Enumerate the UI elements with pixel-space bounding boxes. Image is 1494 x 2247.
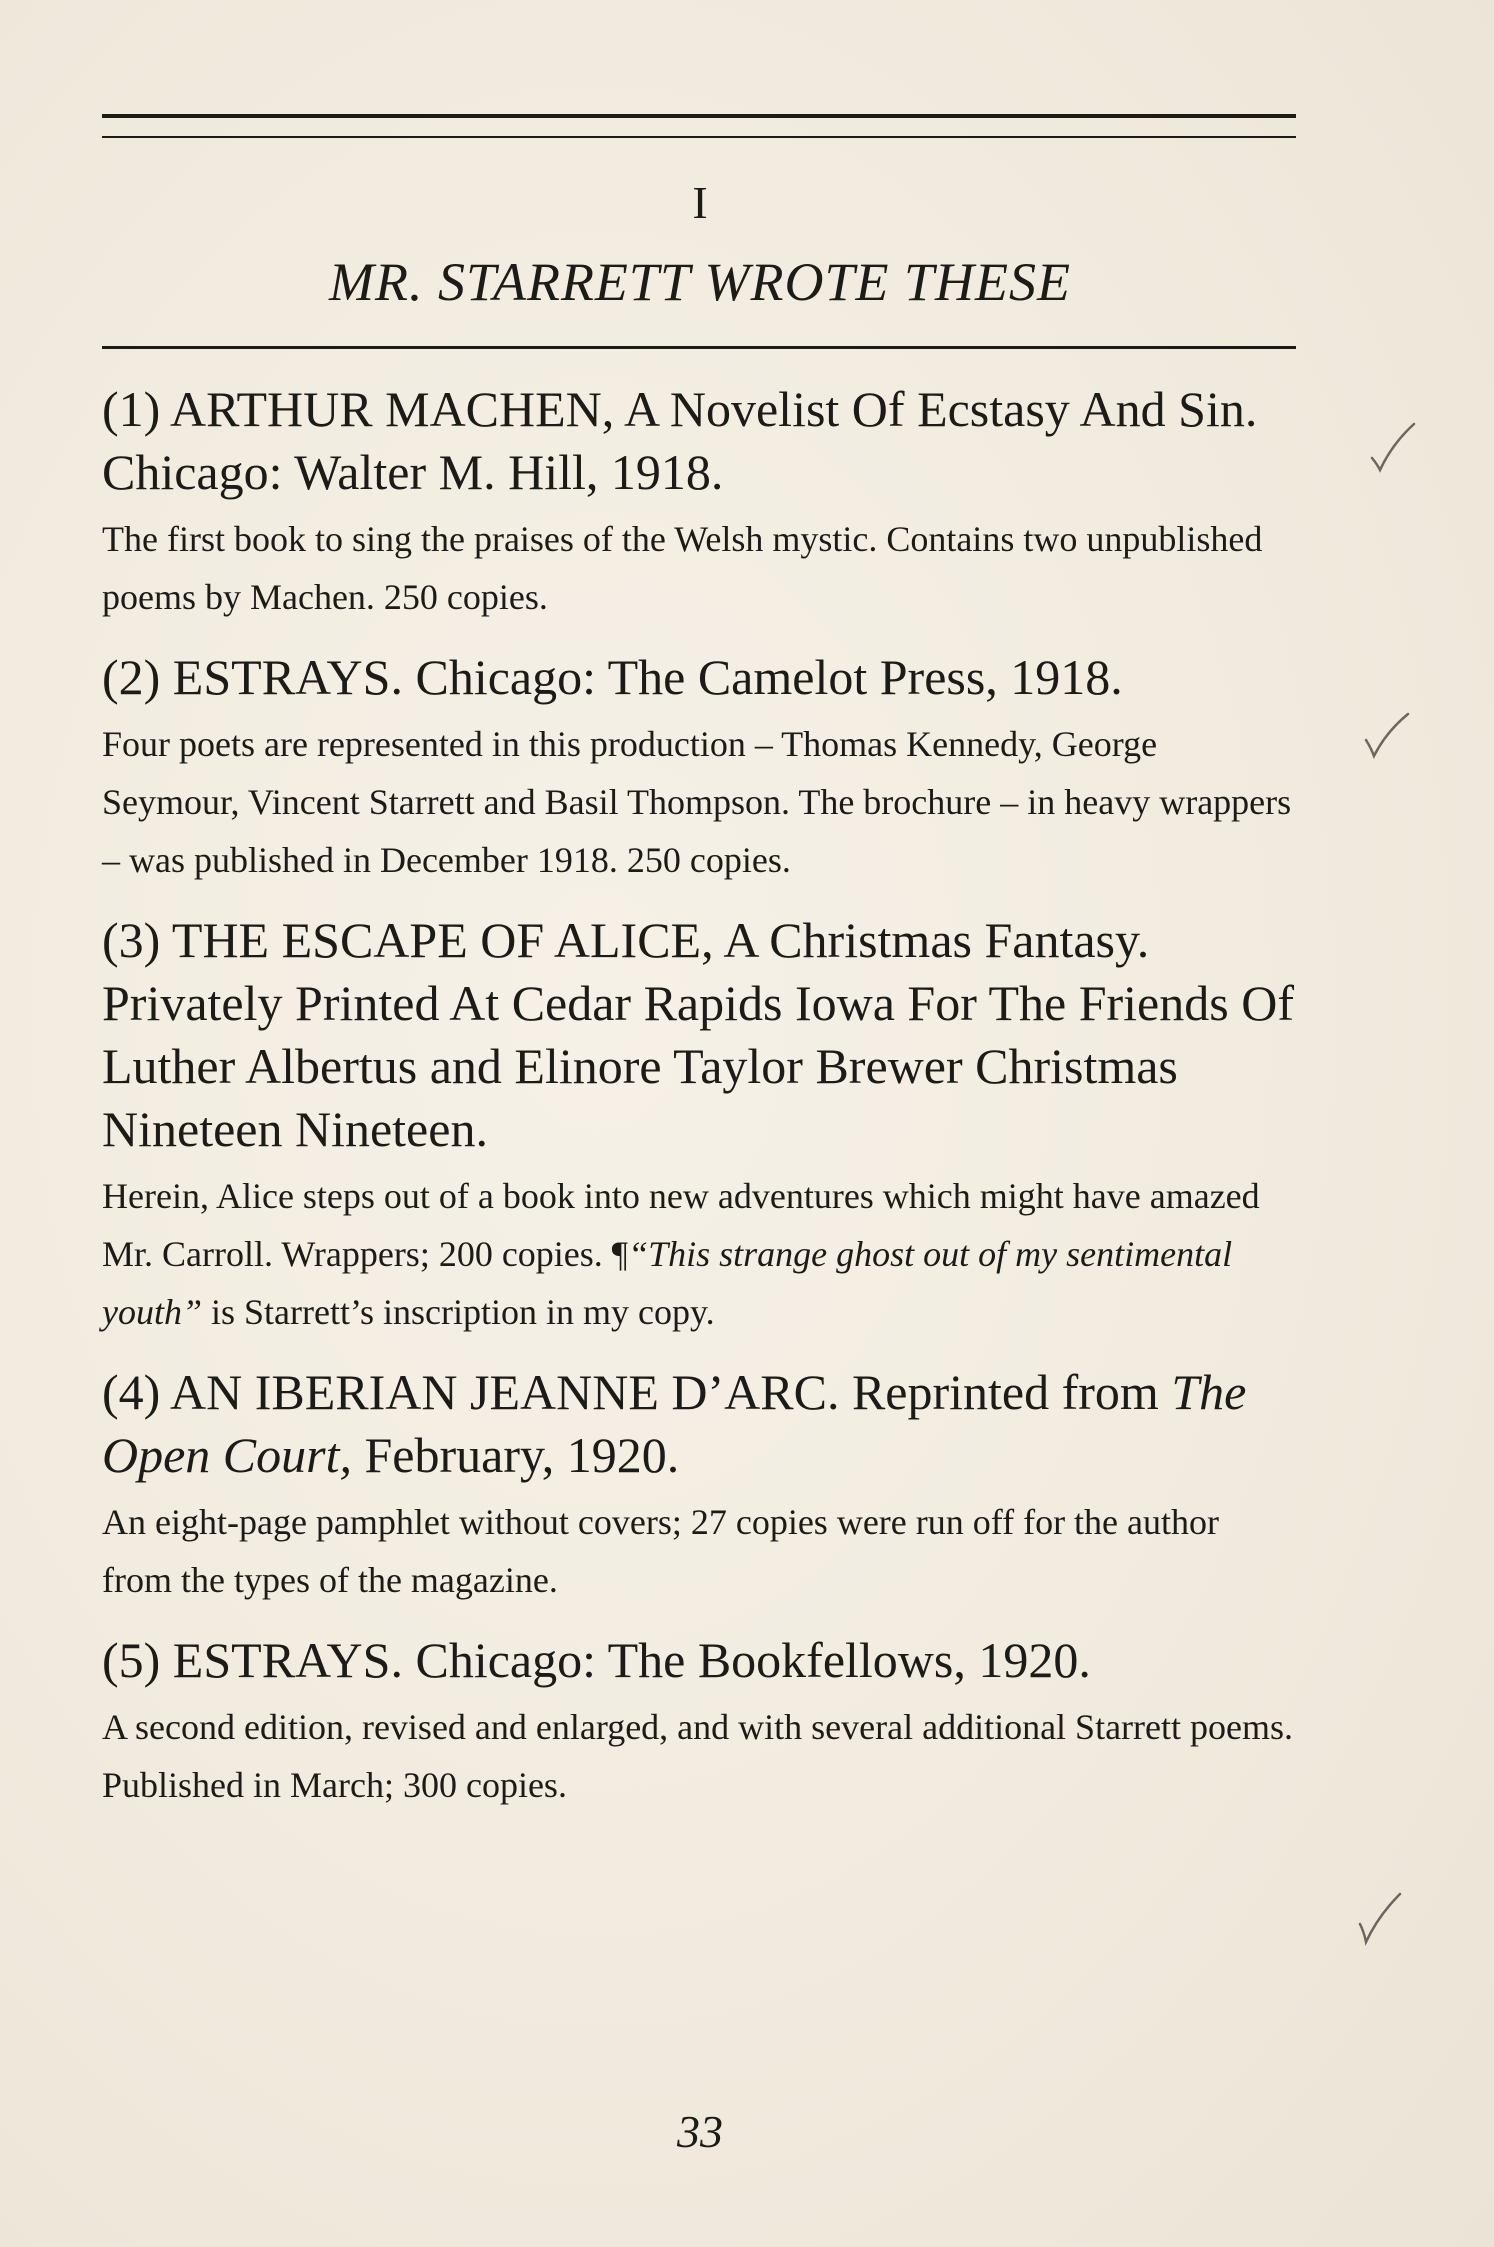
entry-2-description: Four poets are represented in this production – Thomas Kennedy, George Seymour, Vincent Starrett and Basil Thompson. The brochure – in heavy wrappers – was published in December 1918. 250 copies.: [102, 724, 1292, 880]
chapter-number: I: [692, 177, 708, 228]
top-rule-thin: [102, 136, 1296, 138]
entry-3: [102, 909, 1296, 1341]
entry-4-heading: [102, 1361, 1296, 1487]
top-rule: [102, 114, 1296, 118]
page-number: 33: [677, 2106, 723, 2157]
entry-4-description: An eight-page pamphlet without covers; 27 copies were run off for the author from the types of the magazine.: [102, 1502, 1220, 1600]
entry-2: [102, 646, 1296, 889]
bibliography-list: [102, 378, 1296, 1814]
pencil-checkmark-icon: [1356, 1890, 1406, 1950]
entry-3-inscription-quote: “This strange ghost out of my sentimental youth”: [102, 1234, 1233, 1332]
entry-1-heading: (1) ARTHUR MACHEN, A Novelist Of Ecstasy And Sin. Chicago: Walter M. Hill, 1918.: [102, 381, 1258, 500]
entry-1-description: The first book to sing the praises of the Welsh mystic. Contains two unpublished poems by Machen. 250 copies.: [102, 519, 1263, 617]
pencil-checkmark-icon: [1368, 420, 1418, 480]
pencil-checkmark-icon: [1362, 710, 1412, 770]
entry-3-description: [102, 1167, 1296, 1341]
entry-3-desc-end: is Starrett’s inscription in my copy.: [202, 1292, 715, 1332]
entry-4-head-end: February, 1920.: [352, 1427, 680, 1483]
entry-4-journal-title: The Open Court,: [102, 1364, 1247, 1483]
entry-4: [102, 1361, 1296, 1609]
entry-4-head-start: (4) AN IBERIAN JEANNE D’ARC. Reprinted from: [102, 1364, 1172, 1420]
section-title: MR. STARRETT WROTE THESE: [328, 252, 1071, 312]
entry-1: [102, 378, 1296, 626]
entry-2-heading: (2) ESTRAYS. Chicago: The Camelot Press, 1918.: [102, 649, 1123, 705]
entry-3-desc-text: Herein, Alice steps out of a book into new adventures which might have amazed Mr. Carroll. Wrappers; 200 copies. ¶: [102, 1176, 1260, 1274]
title-rule: [102, 346, 1296, 349]
entry-5: [102, 1629, 1296, 1814]
entry-3-heading: (3) THE ESCAPE OF ALICE, A Christmas Fantasy. Privately Printed At Cedar Rapids Iowa For The Friends Of Luther Albertus and Elinore Taylor Brewer Christmas Nineteen Nineteen.: [102, 912, 1294, 1157]
entry-5-heading: (5) ESTRAYS. Chicago: The Bookfellows, 1920.: [102, 1632, 1091, 1688]
entry-5-description: A second edition, revised and enlarged, and with several additional Starrett poems. Published in March; 300 copies.: [102, 1707, 1294, 1805]
